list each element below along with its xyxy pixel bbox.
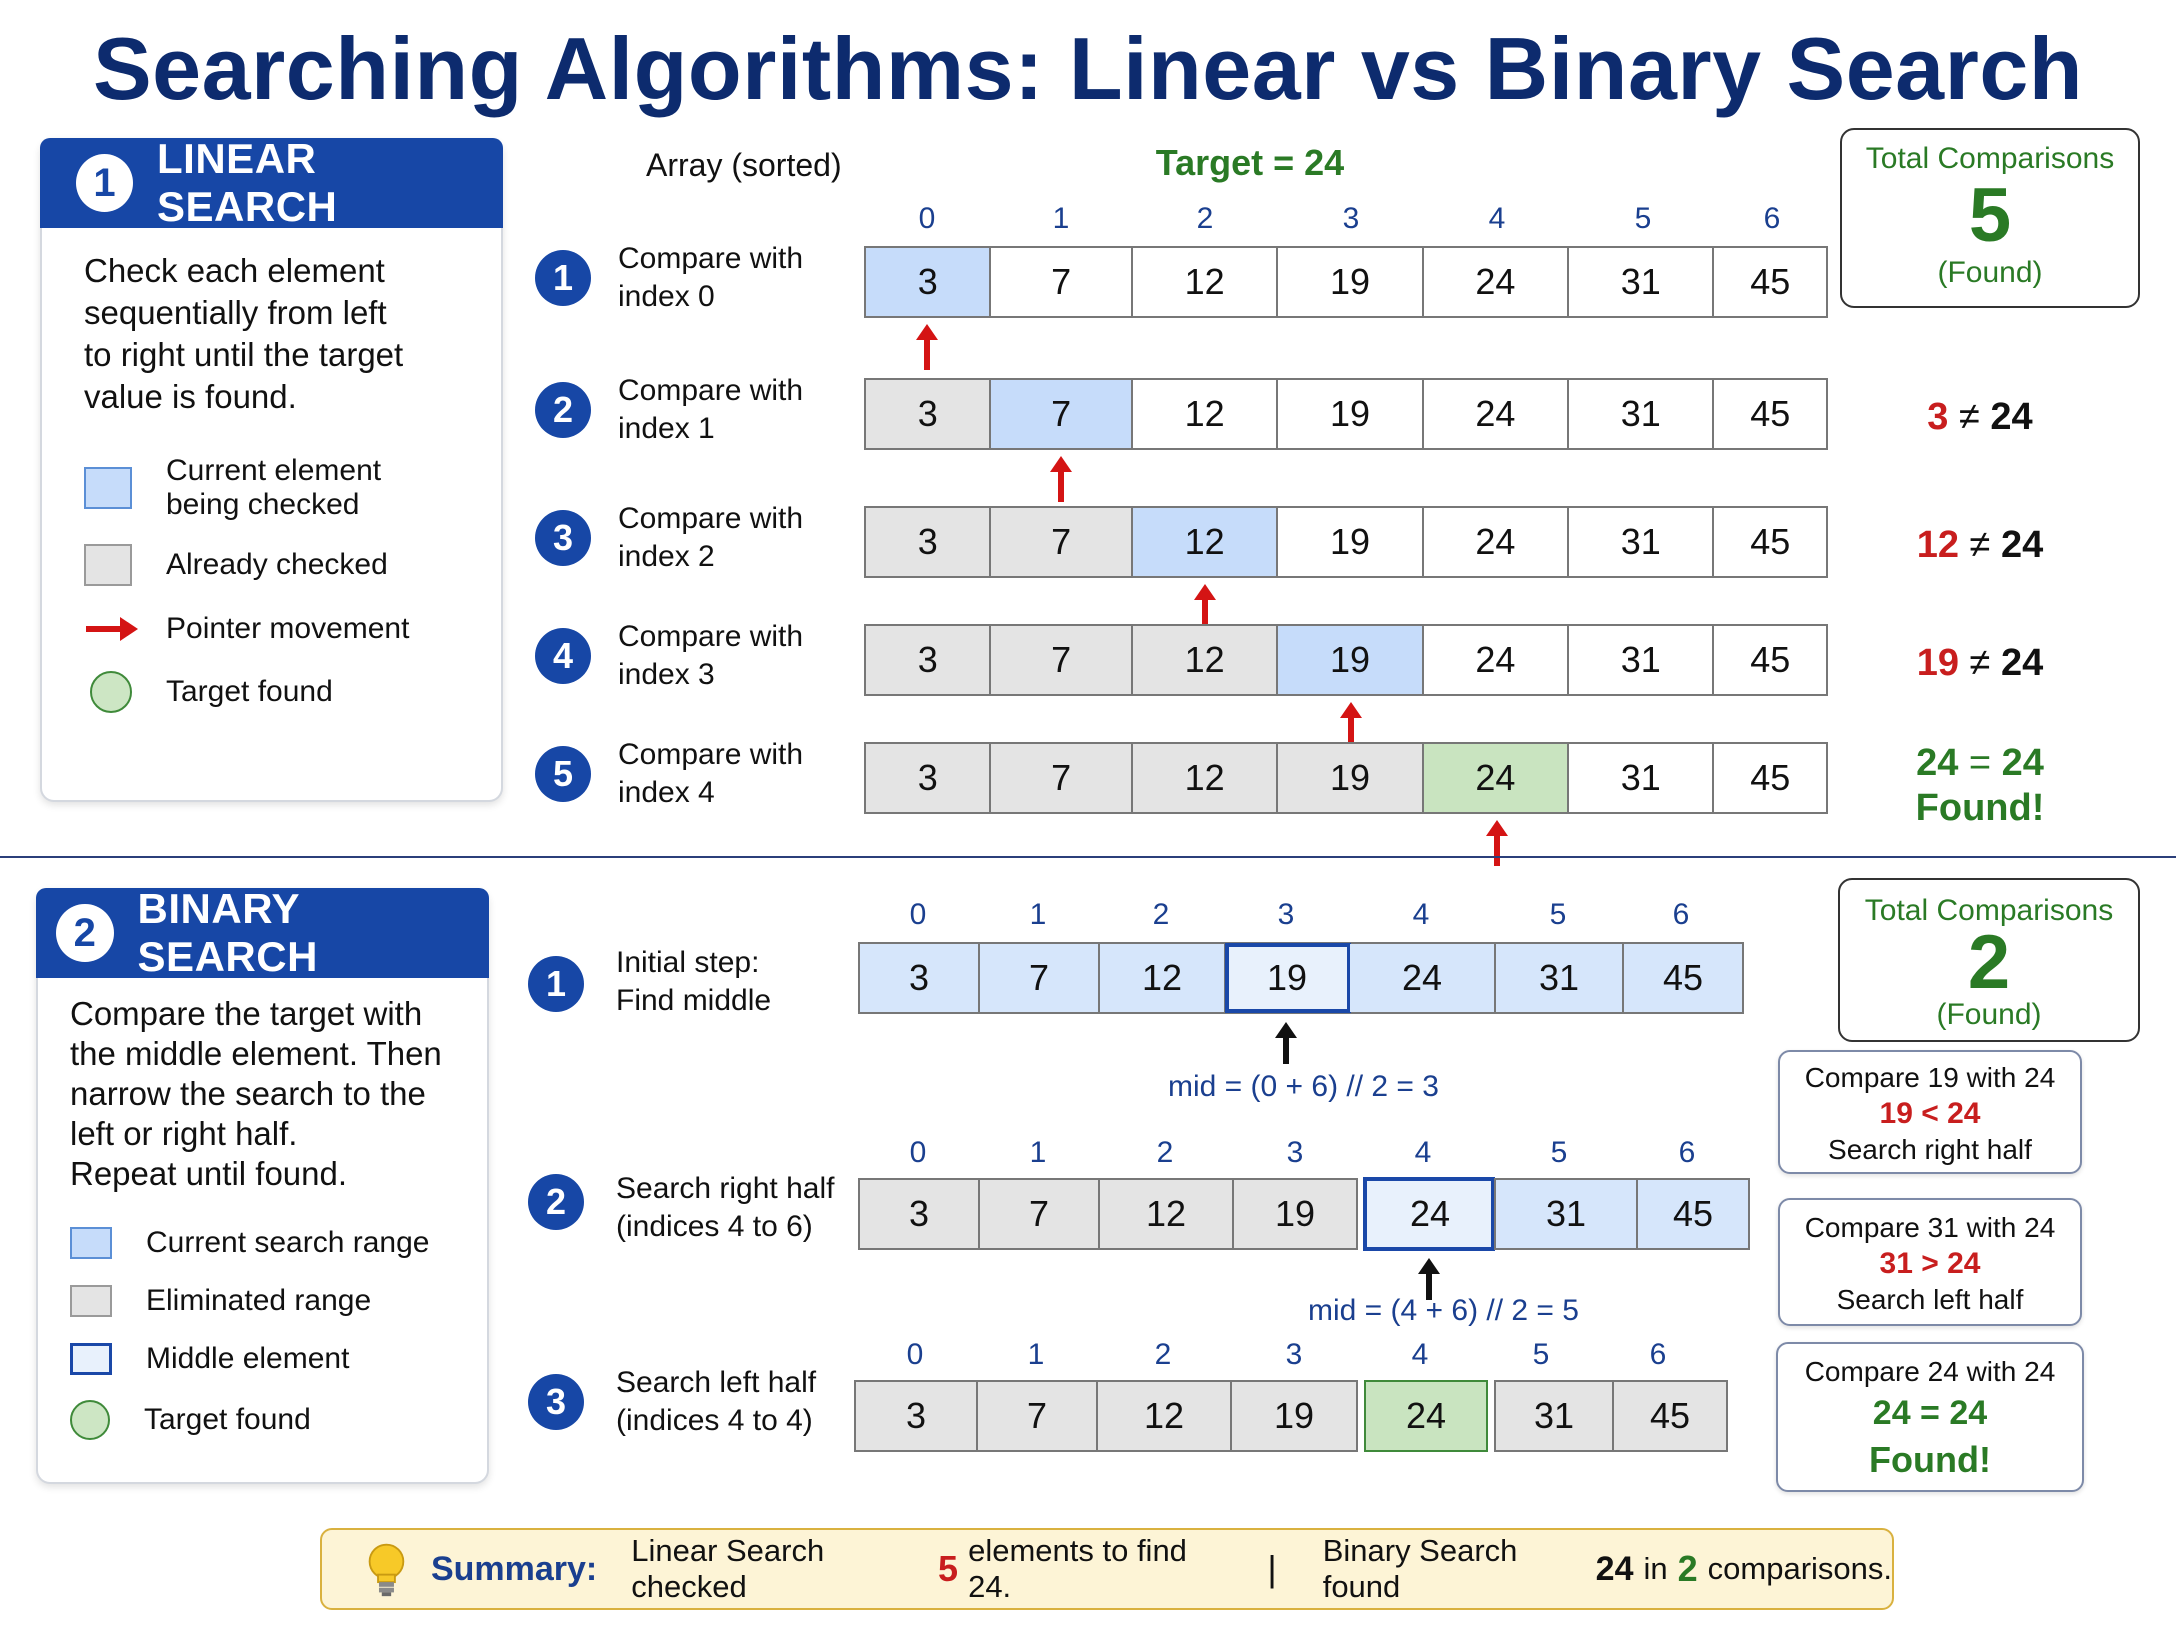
legend-eliminated-swatch [70,1285,112,1317]
summary-separator: | [1267,1548,1277,1589]
legend-eliminated: Eliminated range [70,1284,371,1318]
binary-index-label: 0 [906,1338,924,1371]
array-cell: 24 [1350,944,1496,1012]
linear-number-badge: 1 [76,154,133,212]
array-cell: 12 [1133,248,1278,316]
binary-info-panel [36,885,489,1484]
legend-target-found: Target found [70,1400,311,1440]
linear-step-badge: 1 [535,250,591,306]
binary-panel-header [36,885,489,980]
array-cell: 12 [1133,380,1278,448]
linear-panel-header [40,135,503,230]
array-cell: 24 [1424,248,1569,316]
legend-checked: Already checked [84,544,388,586]
binary-array [854,1380,1728,1452]
legend-target-found-swatch [70,1400,110,1440]
summary-binary-a: Binary Search found [1322,1533,1518,1604]
array-cell: 45 [1714,380,1826,448]
array-cell: 19 [1226,944,1350,1012]
array-cell: 19 [1278,744,1423,812]
page-title: Searching Algorithms: Linear vs Binary Search [92,19,2084,118]
array-caption: Array (sorted) [646,147,842,183]
summary-linear-count: 5 [938,1548,959,1589]
summary-binary-b: in [1643,1551,1668,1586]
compare-box-1: Compare 19 with 24 19 < 24 Search right half [1778,1050,2082,1174]
binary-index-label: 1 [1029,898,1047,931]
summary-bar [320,1528,1894,1610]
section-divider [0,856,2176,858]
mid-pointer-arrow-icon [1275,1022,1297,1068]
array-cell: 3 [866,744,991,812]
linear-array [864,246,1828,318]
mid-formula: mid = (4 + 6) // 2 = 5 [1308,1294,1579,1327]
binary-description: Compare the target with the middle element. Then narrow the search to the left or right half. Repeat until found. [70,995,442,1192]
array-cell: 31 [1496,944,1624,1012]
array-cell: 12 [1100,944,1226,1012]
linear-index-label: 6 [1763,202,1781,235]
binary-index-label: 3 [1286,1136,1304,1169]
array-cell: 3 [866,508,991,576]
linear-step-badge: 5 [535,746,591,802]
binary-index-label: 1 [1027,1338,1045,1371]
linear-array [864,624,1828,696]
linear-step-label: Compare with index 4 [618,738,804,809]
array-cell: 12 [1133,744,1278,812]
array-cell: 19 [1278,248,1423,316]
array-cell: 19 [1278,508,1423,576]
legend-pointer: Pointer movement [84,608,409,650]
target-label: Target = 24 [1155,142,1345,183]
binary-index-label: 2 [1156,1136,1174,1169]
legend-found: Target found [90,671,333,713]
binary-index-label: 4 [1412,898,1430,931]
summary-linear-b: elements to find 24. [968,1533,1187,1604]
array-cell: 31 [1569,508,1714,576]
binary-array [858,1178,1750,1250]
array-cell: 31 [1569,626,1714,694]
linear-total-label: Total Comparisons [1865,142,2115,175]
legend-middle-swatch [70,1343,112,1375]
lightbulb-icon [364,1539,409,1599]
array-cell: 7 [991,626,1132,694]
binary-index-label: 3 [1285,1338,1303,1371]
array-cell: 24 [1364,1178,1494,1250]
mid-formula: mid = (0 + 6) // 2 = 3 [1168,1070,1439,1103]
array-cell: 3 [866,626,991,694]
linear-index-label: 5 [1634,202,1652,235]
binary-number-badge: 2 [56,904,114,962]
linear-compare-result: 12 ≠ 24 [1916,524,2044,566]
legend-range: Current search range [70,1226,429,1260]
linear-index-label: 2 [1196,202,1214,235]
linear-total-sub: (Found) [1937,256,2043,289]
array-cell: 7 [978,1178,1098,1250]
array-cell: 45 [1714,508,1826,576]
array-cell: 24 [1424,626,1569,694]
summary-label: Summary: [430,1549,598,1588]
binary-index-label: 6 [1678,1136,1696,1169]
binary-heading: BINARY SEARCH [137,885,318,980]
array-cell: 19 [1232,1178,1358,1250]
linear-step-badge: 3 [535,510,591,566]
array-cell: 24 [1424,508,1569,576]
linear-step-label: Compare with index 1 [618,374,804,445]
array-cell: 45 [1612,1380,1728,1452]
linear-array [864,378,1828,450]
array-cell: 7 [976,1380,1096,1452]
binary-step-label: Search right half (indices 4 to 6) [616,1172,835,1243]
array-cell: 12 [1133,626,1278,694]
binary-index-label: 1 [1029,1136,1047,1169]
linear-total-box [1840,128,2140,308]
array-cell: 3 [854,1380,976,1452]
summary-binary-count: 2 [1677,1548,1698,1589]
array-cell: 12 [1096,1380,1230,1452]
array-cell: 24 [1424,744,1569,812]
binary-total-value: 2 [1967,920,2011,1005]
linear-step-badge: 2 [535,382,591,438]
array-cell: 31 [1569,744,1714,812]
array-cell: 31 [1569,248,1714,316]
binary-index-label: 5 [1550,1136,1568,1169]
binary-step-badge: 2 [528,1174,584,1230]
linear-step-label: Compare with index 2 [618,502,804,573]
array-cell: 24 [1364,1380,1488,1452]
binary-step-badge: 1 [528,956,584,1012]
array-cell: 19 [1278,626,1423,694]
array-cell: 12 [1098,1178,1232,1250]
binary-index-label: 4 [1414,1136,1432,1169]
binary-index-label: 3 [1277,898,1295,931]
array-cell: 19 [1230,1380,1358,1452]
linear-index-label: 1 [1052,202,1070,235]
legend-checked-swatch [84,544,132,586]
legend-current: Current element being checked [84,454,381,522]
linear-heading: LINEAR SEARCH [157,135,338,230]
binary-index-label: 6 [1672,898,1690,931]
pointer-up-arrow-icon [916,324,938,370]
binary-index-label: 0 [909,898,927,931]
binary-index-row [854,1338,1716,1372]
binary-index-label: 5 [1532,1338,1550,1371]
array-cell: 45 [1624,944,1742,1012]
array-cell: 3 [866,248,991,316]
linear-compare-result: 24 = 24 Found! [1860,742,2100,830]
array-cell: 19 [1278,380,1423,448]
binary-step-label: Search left half (indices 4 to 4) [616,1366,817,1437]
array-cell: 45 [1636,1178,1750,1250]
array-cell: 45 [1714,744,1826,812]
linear-index-label: 4 [1488,202,1506,235]
array-cell: 3 [866,380,991,448]
found-label: Found! [1915,787,2045,829]
array-cell: 7 [991,380,1132,448]
linear-step-label: Compare with index 3 [618,620,804,691]
binary-index-label: 4 [1411,1338,1429,1371]
linear-total-value: 5 [1968,173,2012,258]
linear-index-label: 3 [1342,202,1360,235]
binary-index-label: 0 [909,1136,927,1169]
right-arrow-icon [84,608,138,650]
array-cell: 31 [1569,380,1714,448]
array-cell: 7 [980,944,1100,1012]
linear-compare-result: 19 ≠ 24 [1916,642,2044,684]
pointer-up-arrow-icon [1050,456,1072,502]
linear-step-badge: 4 [535,628,591,684]
binary-index-row [858,898,1740,932]
array-cell: 7 [991,744,1132,812]
legend-range-swatch [70,1227,112,1259]
binary-step-badge: 3 [528,1374,584,1430]
linear-index-label: 0 [918,202,936,235]
binary-index-row [858,1136,1744,1170]
legend-found-swatch [90,671,132,713]
pointer-up-arrow-icon [1486,820,1508,866]
binary-array [858,942,1744,1014]
legend-current-swatch [84,467,132,509]
linear-index-row [864,202,1828,236]
array-cell: 7 [991,508,1132,576]
linear-array [864,506,1828,578]
linear-info-panel [40,135,503,802]
array-cell: 31 [1494,1178,1636,1250]
binary-index-label: 6 [1649,1338,1667,1371]
array-cell: 24 [1424,380,1569,448]
binary-total-sub: (Found) [1936,998,2042,1031]
binary-step-label: Initial step: Find middle [616,946,772,1017]
compare-box-3: Compare 24 with 24 24 = 24 Found! [1776,1342,2084,1492]
linear-description: Check each element sequentially from left to right until the target value is found. [84,252,404,415]
array-cell: 7 [991,248,1132,316]
compare-box-2: Compare 31 with 24 31 > 24 Search left half [1778,1198,2082,1326]
array-cell: 45 [1714,248,1826,316]
array-cell: 3 [860,944,980,1012]
summary-binary-c: comparisons. [1707,1551,1893,1586]
binary-total-label: Total Comparisons [1864,894,2114,927]
summary-linear-a: Linear Search checked [631,1533,825,1604]
array-cell: 12 [1133,508,1278,576]
array-cell: 45 [1714,626,1826,694]
array-cell: 3 [858,1178,978,1250]
array-cell: 31 [1494,1380,1612,1452]
legend-middle: Middle element [70,1342,349,1376]
binary-index-label: 2 [1154,1338,1172,1371]
linear-array [864,742,1828,814]
summary-binary-target: 24 [1595,1549,1634,1588]
linear-step-label: Compare with index 0 [618,242,804,313]
binary-index-label: 5 [1549,898,1567,931]
binary-index-label: 2 [1152,898,1170,931]
binary-total-box [1838,878,2140,1042]
linear-compare-result: 3 ≠ 24 [1927,396,2033,438]
